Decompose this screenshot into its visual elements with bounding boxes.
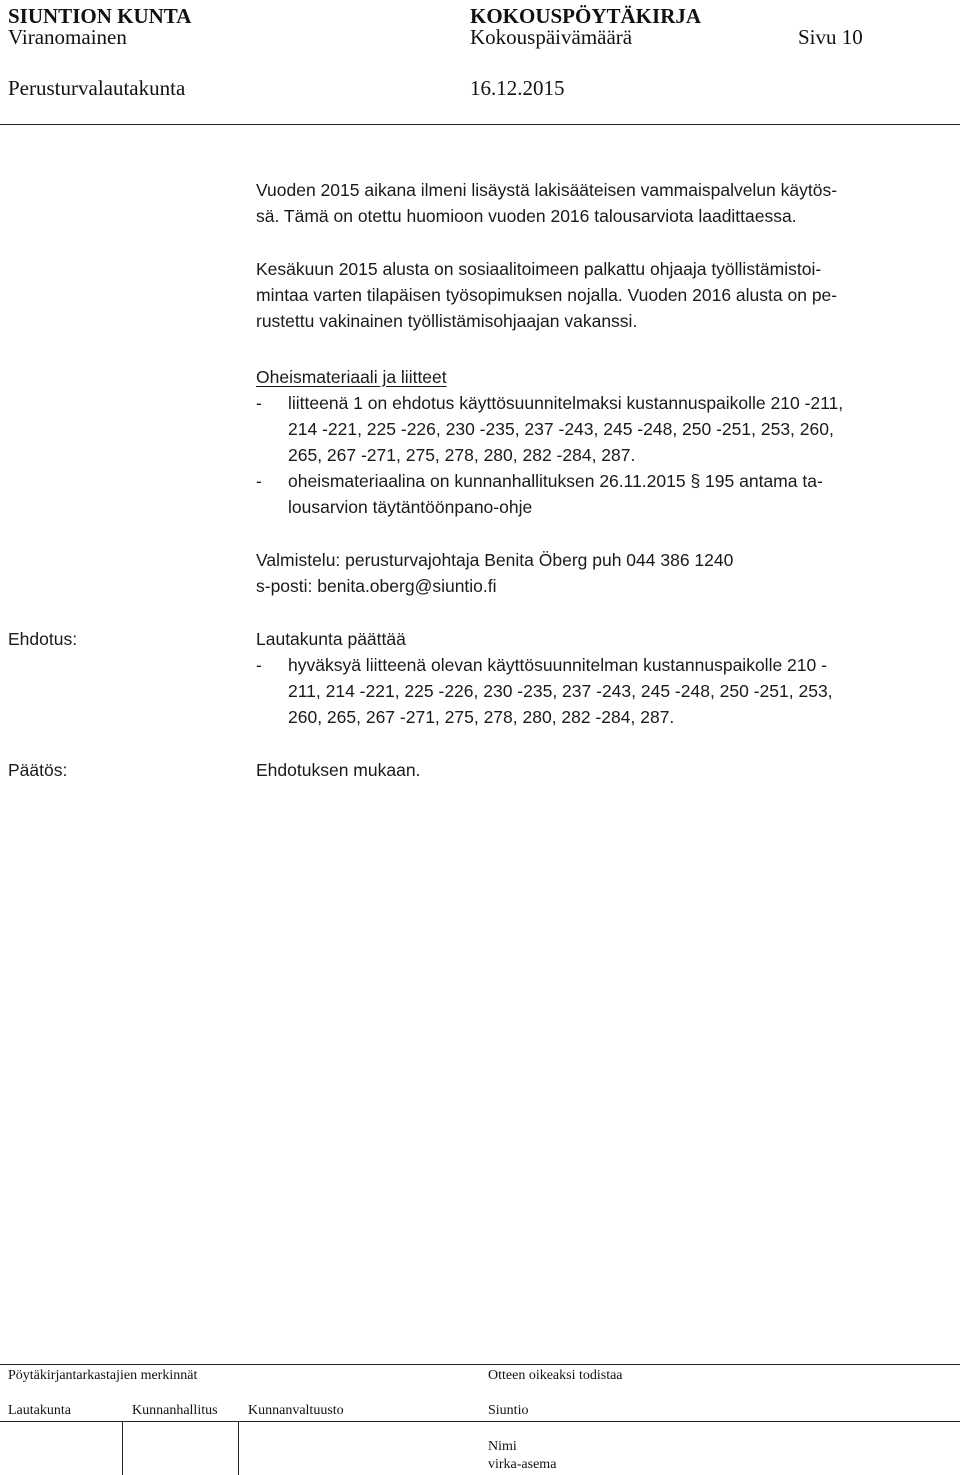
- preparer-email: s-posti: benita.oberg@siuntio.fi: [256, 576, 497, 596]
- list-dash: -: [256, 471, 262, 491]
- header-divider: [0, 124, 960, 125]
- footer-row-divider: [0, 1421, 960, 1422]
- column-lautakunta: Lautakunta: [8, 1403, 71, 1418]
- list-dash: -: [256, 655, 262, 675]
- attachments-section: [256, 364, 956, 520]
- text-line: rustettu vakinainen työllistämisohjaajan vakanssi.: [256, 311, 638, 331]
- authority-label: Viranomainen: [8, 25, 127, 49]
- authority-name: Perusturvalautakunta: [8, 76, 186, 100]
- document-type: KOKOUSPÖYTÄKIRJA: [470, 4, 702, 28]
- decision-text: Ehdotuksen mukaan.: [256, 760, 421, 780]
- text-line: lousarvion täytäntöönpano-ohje: [288, 497, 533, 517]
- footer-column-divider-2: [238, 1421, 239, 1475]
- name-label: Nimi: [488, 1439, 517, 1454]
- text-line: 211, 214 -221, 225 -226, 230 -235, 237 -243, 245 -248, 250 -251, 253,: [288, 681, 833, 701]
- attachment-item-1: [256, 390, 956, 468]
- proposal-heading: Lautakunta päättää: [256, 629, 406, 649]
- preparer-info: [256, 547, 956, 599]
- text-line: liitteenä 1 on ehdotus käyttösuunnitelmaksi kustannuspaikolle 210 -211,: [288, 393, 844, 413]
- column-kunnanhallitus: Kunnanhallitus: [132, 1403, 218, 1418]
- proposal-item: [256, 652, 956, 730]
- column-kunnanvaltuusto: Kunnanvaltuusto: [248, 1403, 344, 1418]
- text-line: Vuoden 2015 aikana ilmeni lisäystä lakisääteisen vammaispalvelun käytös-: [256, 180, 838, 200]
- text-line: 214 -221, 225 -226, 230 -235, 237 -243, 245 -248, 250 -251, 253, 260,: [288, 419, 834, 439]
- checkers-label: Pöytäkirjantarkastajien merkinnät: [8, 1368, 198, 1383]
- date-label: Kokouspäivämäärä: [470, 25, 633, 49]
- text-line: 265, 267 -271, 275, 278, 280, 282 -284, 287.: [288, 445, 636, 465]
- page-number: Sivu 10: [798, 25, 863, 49]
- decision-label: Päätös:: [8, 760, 68, 780]
- proposal-section: [256, 626, 956, 730]
- text-line: Kesäkuun 2015 alusta on sosiaalitoimeen palkattu ohjaaja työllistämistoi-: [256, 259, 822, 279]
- footer-divider: [0, 1364, 960, 1365]
- list-dash: -: [256, 393, 262, 413]
- text-line: mintaa varten tilapäisen työsopimuksen nojalla. Vuoden 2016 alusta on pe-: [256, 285, 838, 305]
- attachment-item-2: [256, 468, 956, 520]
- preparer-line: Valmistelu: perusturvajohtaja Benita Öberg puh 044 386 1240: [256, 550, 734, 570]
- text-line: oheismateriaalina on kunnanhallituksen 26.11.2015 § 195 antama ta-: [288, 471, 823, 491]
- org-name: SIUNTION KUNTA: [8, 4, 192, 28]
- certified-label: Otteen oikeaksi todistaa: [488, 1368, 623, 1383]
- paragraph-1: [256, 177, 956, 229]
- footer-column-divider-1: [122, 1421, 123, 1475]
- title-label: virka-asema: [488, 1457, 557, 1472]
- text-line: 260, 265, 267 -271, 275, 278, 280, 282 -284, 287.: [288, 707, 675, 727]
- paragraph-2: [256, 256, 956, 334]
- meeting-date: 16.12.2015: [470, 76, 565, 100]
- proposal-label: Ehdotus:: [8, 629, 78, 649]
- place-label: Siuntio: [488, 1403, 529, 1418]
- text-line: sä. Tämä on otettu huomioon vuoden 2016 talousarviota laadittaessa.: [256, 206, 797, 226]
- text-line: hyväksyä liitteenä olevan käyttösuunnitelman kustannuspaikolle 210 -: [288, 655, 827, 675]
- attachments-heading: Oheismateriaali ja liitteet: [256, 367, 447, 387]
